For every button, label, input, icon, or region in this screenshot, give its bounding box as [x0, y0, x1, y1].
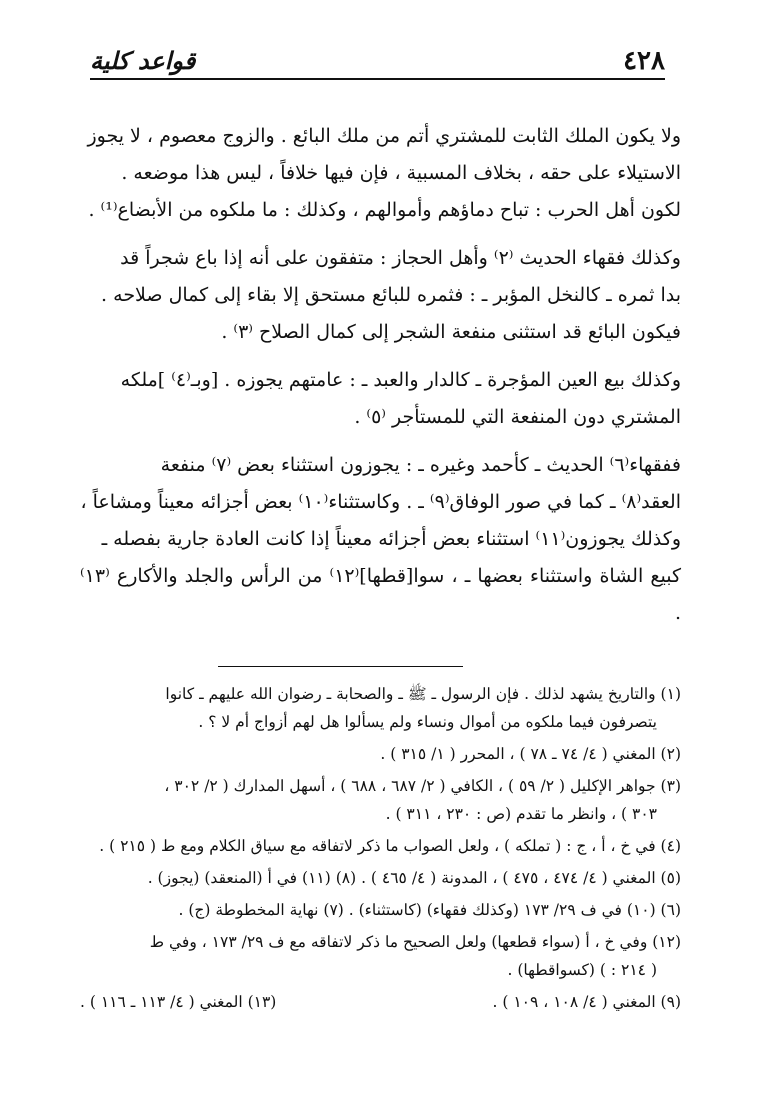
text-line: ففقهاء⁽٦⁾ الحديث ـ كأحمد وغيره ـ : يجوزون استثناء بعض ⁽٧⁾ منفعة [160, 454, 681, 476]
text-line: فيكون البائع قد استثنى منفعة الشجر إلى كمال الصلاح ⁽٣⁾ . [221, 321, 681, 343]
footnote: (٩) المغني ( ٤/ ١٠٨ ، ١٠٩ ) . [492, 993, 681, 1011]
footnote: (٤) في خ ، أ ، ج : ( تملكه ) ، ولعل الصواب ما ذكر لاتفاقه مع سياق الكلام ومع ط ( ٢١٥ ) . [99, 837, 681, 855]
footnote: (٥) المغني ( ٤/ ٤٧٤ ، ٤٧٥ ) ، المدونة ( ٤/ ٤٦٥ ) . (٨) (١١) في أ (المنعقد) (يجوز) . [147, 869, 681, 887]
footnote [80, 772, 681, 828]
footnote: (٢) المغني ( ٤/ ٧٤ ـ ٧٨ ) ، المحرر ( ١/ ٣١٥ ) . [380, 745, 681, 763]
text-line: العقد⁽٨⁾ ـ كما في صور الوفاق⁽٩⁾ ـ . وكاستثناء⁽١٠⁾ بعض أجزائه معيناً ومشاعاً ، [80, 491, 681, 513]
footnote-separator [218, 666, 463, 667]
text-line: ولا يكون الملك الثابت للمشتري أتم من ملك البائع . والزوج معصوم ، لا يجوز [87, 125, 681, 147]
paragraph [80, 362, 681, 436]
paragraph [80, 447, 681, 632]
text-line: المشتري دون المنفعة التي للمستأجر ⁽٥⁾ . [354, 406, 681, 428]
body-text [80, 118, 681, 632]
page-header [90, 40, 665, 74]
footnote-line: (١٢) وفي خ ، أ (سواء قطعها) ولعل الصحيح ما ذكر لاتفاقه مع ف ٢٩/ ١٧٣ ، وفي ط [149, 933, 681, 951]
footnotes [80, 680, 681, 1016]
footnote-line: يتصرفون فيما ملكوه من أموال ونساء ولم يسألوا هل لهم أزواج أم لا ؟ . [198, 713, 657, 731]
header-rule [90, 78, 665, 80]
footnote [80, 680, 681, 736]
text-line: كبيع الشاة واستثناء بعضها ـ ، سوا[قطها]⁽١٢⁾ من الرأس والجلد والأكارع ⁽١٣⁾ . [80, 565, 681, 624]
running-title: قواعد كلية [90, 46, 196, 75]
footnote-line: (٣) جواهر الإكليل ( ٢/ ٥٩ ) ، الكافي ( ٢/ ٦٨٧ ، ٦٨٨ ) ، أسهل المدارك ( ٢/ ٣٠٢ ، [164, 777, 681, 795]
text-line: بدا ثمره ـ كالنخل المؤبر ـ : فثمره للبائع مستحق إلا بقاء إلى كمال صلاحه . [101, 284, 681, 306]
text-line: وكذلك بيع العين المؤجرة ـ كالدار والعبد ـ : عامتهم يجوزه . [وبـ⁽٤⁾ ]ملكه [120, 369, 681, 391]
text-line: وكذلك يجوزون⁽١١⁾ استثناء بعض أجزائه معيناً إذا كانت العادة جارية بفصله ـ [101, 528, 681, 550]
footnote-pair [80, 988, 681, 1016]
footnote-line: ٣٠٣ ) ، وانظر ما تقدم (ص : ٢٣٠ ، ٣١١ ) . [385, 805, 657, 823]
paragraph [80, 118, 681, 229]
page-number: ٤٢٨ [623, 46, 665, 76]
footnote [80, 928, 681, 984]
footnote-line: (١) والتاريخ يشهد لذلك . فإن الرسول ـ ﷺ ـ والصحابة ـ رضوان الله عليهم ـ كانوا [165, 685, 681, 703]
text-line: وكذلك فقهاء الحديث ⁽٢⁾ وأهل الحجاز : متفقون على أنه إذا باع شجراً قد [120, 247, 681, 269]
text-line: الاستيلاء على حقه ، بخلاف المسبية ، فإن فيها خلافاً ، ليس هذا موضعه . [121, 162, 681, 184]
footnote: (٦) (١٠) في ف ٢٩/ ١٧٣ (وكذلك فقهاء) (كاستثناء) . (٧) نهاية المخطوطة (ج) . [178, 901, 681, 919]
paragraph [80, 240, 681, 351]
footnote-line: ( ٢١٤ : ) (كسواقطها) . [507, 961, 657, 979]
text-line: لكون أهل الحرب : تباح دماؤهم وأموالهم ، وكذلك : ما ملكوه من الأبضاع⁽¹⁾ . [88, 199, 681, 221]
footnote: (١٣) المغني ( ٤/ ١١٣ ـ ١١٦ ) . [80, 993, 277, 1011]
